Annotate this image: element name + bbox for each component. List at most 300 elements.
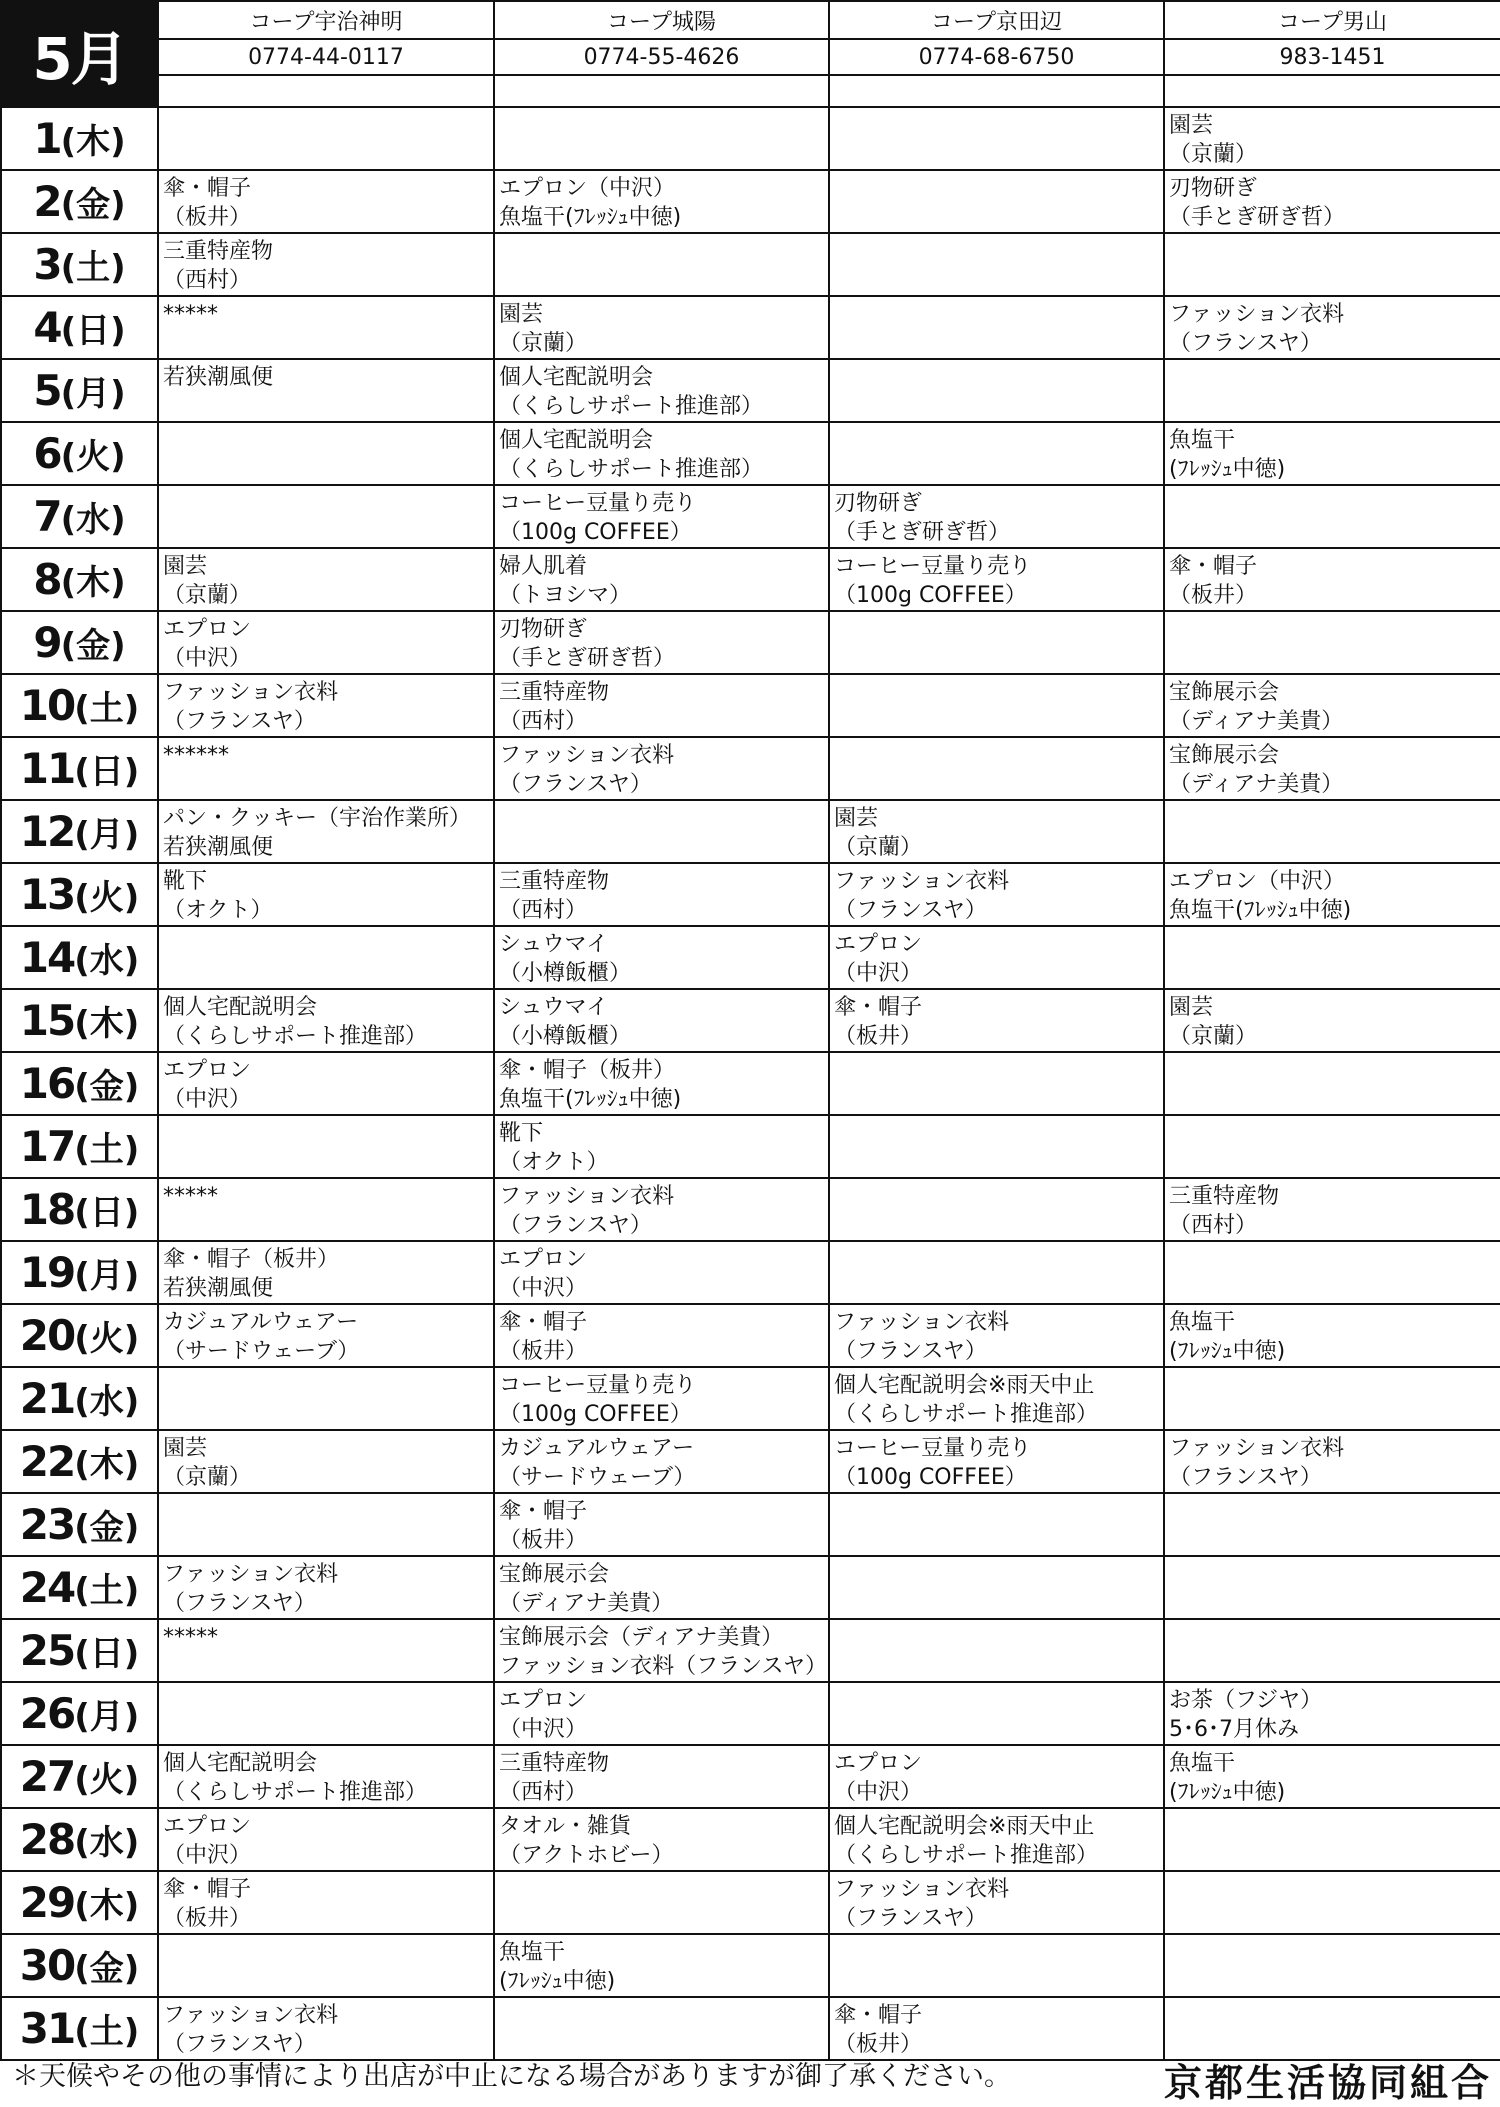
event-cell (494, 548, 829, 611)
event-line: 魚塩干 (1169, 428, 1236, 453)
event-line: （手とぎ研ぎ哲） (499, 646, 676, 671)
day-row (1, 800, 1500, 863)
event-cell (1164, 1808, 1500, 1871)
event-line: エプロン (163, 1058, 252, 1083)
event-cell (829, 1871, 1164, 1934)
event-cell (494, 1493, 829, 1556)
event-cell (494, 1556, 829, 1619)
event-line: 傘・帽子 (163, 1877, 252, 1902)
event-line: 魚塩干 (499, 1940, 566, 1965)
day-label (1, 485, 158, 548)
event-line: （くらしサポート推進部） (499, 457, 764, 482)
event-cell (494, 1367, 829, 1430)
day-number: 25 (19, 1626, 75, 1675)
day-label (1, 1871, 158, 1934)
weekday: (金) (60, 185, 126, 225)
weekday: (月) (74, 815, 140, 855)
event-line: (ﾌﾚｯｼｭ中徳) (1169, 1780, 1286, 1805)
day-label (1, 926, 158, 989)
event-line: 宝飾展示会 (499, 1562, 610, 1587)
event-line: エプロン (499, 1247, 588, 1272)
day-label (1, 1493, 158, 1556)
blank-header-row (1, 75, 1500, 107)
event-line: ファッション衣料（フランスヤ） (499, 1654, 828, 1679)
day-number: 8 (33, 555, 61, 604)
day-row (1, 1682, 1500, 1745)
event-cell (1164, 1997, 1500, 2060)
event-line: ファッション衣料 (1169, 1436, 1345, 1461)
event-cell (158, 1241, 494, 1304)
event-cell (158, 1808, 494, 1871)
event-cell (1164, 1871, 1500, 1934)
day-row (1, 1997, 1500, 2060)
day-row (1, 422, 1500, 485)
event-cell (158, 233, 494, 296)
day-label (1, 1619, 158, 1682)
weekday: (月) (74, 1697, 140, 1737)
day-row (1, 1556, 1500, 1619)
event-cell (158, 989, 494, 1052)
event-line: （中沢） (834, 1780, 923, 1805)
event-line: （西村） (163, 268, 252, 293)
day-row (1, 548, 1500, 611)
weekday: (土) (74, 1130, 140, 1170)
event-line: （くらしサポート推進部） (834, 1843, 1099, 1868)
weekday: (土) (74, 689, 140, 729)
day-number: 11 (19, 744, 75, 793)
day-row (1, 1241, 1500, 1304)
event-line: （100g COFFEE） (834, 1465, 1027, 1490)
event-cell (1164, 1178, 1500, 1241)
event-line: （手とぎ研ぎ哲） (1169, 205, 1346, 230)
day-row (1, 863, 1500, 926)
day-number: 31 (19, 2004, 75, 2053)
day-label (1, 1052, 158, 1115)
event-line: 園芸 (1169, 113, 1214, 138)
event-cell (494, 1682, 829, 1745)
event-line: （100g COFFEE） (499, 1402, 692, 1427)
day-row (1, 674, 1500, 737)
weekday: (水) (74, 941, 140, 981)
event-cell (494, 863, 829, 926)
event-line: 魚塩干(ﾌﾚｯｼｭ中徳) (499, 1087, 682, 1112)
event-line: （オクト） (163, 898, 273, 923)
day-label (1, 1367, 158, 1430)
event-cell (1164, 1430, 1500, 1493)
day-label (1, 1115, 158, 1178)
event-line: （フランスヤ） (834, 898, 987, 923)
event-cell (1164, 1934, 1500, 1997)
day-number: 13 (19, 870, 75, 919)
event-cell (494, 989, 829, 1052)
event-line: 個人宅配説明会 (499, 428, 654, 453)
event-cell (494, 1178, 829, 1241)
event-cell (494, 1052, 829, 1115)
day-number: 27 (19, 1752, 75, 1801)
event-cell (494, 170, 829, 233)
event-line: （西村） (1169, 1213, 1258, 1238)
event-cell (494, 359, 829, 422)
event-line: （サードウェーブ） (499, 1465, 696, 1490)
event-line: 靴下 (163, 869, 208, 894)
day-number: 22 (19, 1437, 75, 1486)
event-line: 個人宅配説明会 (499, 365, 654, 390)
event-cell (158, 1052, 494, 1115)
event-cell (829, 800, 1164, 863)
day-number: 21 (19, 1374, 75, 1423)
event-line: コーヒー豆量り売り (499, 1373, 697, 1398)
event-cell (158, 737, 494, 800)
day-label (1, 611, 158, 674)
event-line: 個人宅配説明会 (163, 1751, 318, 1776)
event-cell (158, 611, 494, 674)
blank-cell (494, 75, 829, 107)
event-line: 三重特産物 (499, 869, 610, 894)
event-line: 刃物研ぎ (499, 617, 588, 642)
store-name-row (1, 1, 1500, 39)
event-line: 傘・帽子 (499, 1310, 588, 1335)
event-line: エプロン (163, 617, 252, 642)
day-number: 2 (33, 177, 61, 226)
event-line: 魚塩干(ﾌﾚｯｼｭ中徳) (499, 205, 682, 230)
event-line: （板井） (163, 1906, 252, 1931)
day-label (1, 233, 158, 296)
event-line: 5･6･7月休み (1169, 1717, 1299, 1742)
day-label (1, 1430, 158, 1493)
day-label (1, 989, 158, 1052)
event-line: エプロン（中沢） (499, 176, 676, 201)
day-row (1, 1745, 1500, 1808)
day-label (1, 674, 158, 737)
day-number: 16 (19, 1059, 75, 1108)
event-cell (158, 170, 494, 233)
weekday: (土) (74, 1571, 140, 1611)
weekday: (水) (74, 1382, 140, 1422)
event-line: エプロン (834, 1751, 923, 1776)
event-cell (829, 1556, 1164, 1619)
day-row (1, 926, 1500, 989)
day-row (1, 485, 1500, 548)
day-row (1, 1367, 1500, 1430)
event-cell (829, 1682, 1164, 1745)
event-line: お茶（フジヤ） (1169, 1688, 1323, 1713)
day-number: 5 (33, 366, 61, 415)
event-line: （フランスヤ） (834, 1906, 987, 1931)
event-line: コーヒー豆量り売り (499, 491, 697, 516)
event-cell (1164, 485, 1500, 548)
event-line: （フランスヤ） (163, 2032, 316, 2057)
event-line: （西村） (499, 898, 588, 923)
event-cell (158, 1304, 494, 1367)
store-name: コープ城陽 (494, 1, 829, 39)
event-line: 園芸 (834, 806, 879, 831)
event-cell (1164, 170, 1500, 233)
event-cell (829, 170, 1164, 233)
event-cell (829, 233, 1164, 296)
day-label (1, 800, 158, 863)
event-cell (494, 1808, 829, 1871)
day-row (1, 989, 1500, 1052)
event-line: ファッション衣料 (834, 869, 1010, 894)
event-line: （京蘭） (499, 331, 588, 356)
event-cell (1164, 1241, 1500, 1304)
event-line: ファッション衣料 (834, 1877, 1010, 1902)
weekday: (水) (74, 1823, 140, 1863)
day-row (1, 1052, 1500, 1115)
event-line: （京蘭） (163, 1465, 252, 1490)
event-cell (494, 485, 829, 548)
event-line: （くらしサポート推進部） (834, 1402, 1099, 1427)
event-line: （中沢） (163, 1087, 252, 1112)
day-number: 17 (19, 1122, 75, 1171)
event-line: （100g COFFEE） (834, 583, 1027, 608)
event-cell (158, 674, 494, 737)
event-line: （中沢） (163, 1843, 252, 1868)
weekday: (土) (60, 248, 126, 288)
blank-cell (829, 75, 1164, 107)
event-cell (494, 1745, 829, 1808)
event-line: （小樽飯櫃） (499, 1024, 632, 1049)
event-cell (158, 1493, 494, 1556)
event-line: 傘・帽子（板井） (163, 1247, 340, 1272)
event-line: ファッション衣料 (499, 743, 675, 768)
event-cell (829, 926, 1164, 989)
event-line: （中沢） (163, 646, 252, 671)
event-line: 園芸 (1169, 995, 1214, 1020)
event-line: ファッション衣料 (834, 1310, 1010, 1335)
event-line: （フランスヤ） (163, 709, 316, 734)
day-number: 18 (19, 1185, 75, 1234)
event-line: ファッション衣料 (163, 2003, 339, 2028)
day-number: 24 (19, 1563, 75, 1612)
event-line: （フランスヤ） (1169, 1465, 1322, 1490)
event-line: （ディアナ美貴） (1169, 709, 1344, 734)
event-cell (1164, 422, 1500, 485)
event-cell (1164, 1052, 1500, 1115)
event-cell (1164, 548, 1500, 611)
day-label (1, 1745, 158, 1808)
blank-cell (1164, 75, 1500, 107)
event-cell (158, 800, 494, 863)
event-line: （板井） (1169, 583, 1258, 608)
store-name: コープ京田辺 (829, 1, 1164, 39)
event-line: （サードウェーブ） (163, 1339, 360, 1364)
day-number: 23 (19, 1500, 75, 1549)
day-row (1, 359, 1500, 422)
day-row (1, 1304, 1500, 1367)
event-cell (829, 1304, 1164, 1367)
event-line: (ﾌﾚｯｼｭ中徳) (1169, 1339, 1286, 1364)
event-cell (829, 1241, 1164, 1304)
day-label (1, 737, 158, 800)
event-line: カジュアルウェアー (499, 1436, 695, 1461)
event-cell (829, 674, 1164, 737)
day-label (1, 863, 158, 926)
event-cell (1164, 926, 1500, 989)
event-line: ***** (163, 1625, 218, 1650)
event-cell (829, 296, 1164, 359)
event-cell (829, 1115, 1164, 1178)
day-number: 14 (19, 933, 75, 982)
event-line: 傘・帽子 (834, 2003, 923, 2028)
day-number: 4 (33, 303, 61, 352)
event-cell (829, 1367, 1164, 1430)
event-cell (494, 1619, 829, 1682)
event-line: パン・クッキー（宇治作業所） (163, 806, 472, 831)
weekday: (木) (60, 122, 126, 162)
event-line: （板井） (499, 1528, 588, 1553)
event-line: （小樽飯櫃） (499, 961, 632, 986)
footnote: ＊天候やその他の事情により出店が中止になる場合がありますが御了承ください。 (12, 2061, 1011, 2092)
event-line: （オクト） (499, 1150, 609, 1175)
weekday: (火) (60, 437, 126, 477)
event-cell (829, 1493, 1164, 1556)
store-phone: 0774-55-4626 (494, 39, 829, 75)
event-cell (494, 1241, 829, 1304)
event-line: シュウマイ (499, 932, 609, 957)
day-label (1, 107, 158, 170)
event-cell (1164, 1367, 1500, 1430)
day-number: 3 (33, 240, 61, 289)
day-row (1, 1493, 1500, 1556)
event-line: (ﾌﾚｯｼｭ中徳) (499, 1969, 616, 1994)
store-name: コープ男山 (1164, 1, 1500, 39)
event-cell (494, 1115, 829, 1178)
event-line: 宝飾展示会 (1169, 743, 1280, 768)
weekday: (金) (74, 1508, 140, 1548)
day-row (1, 1808, 1500, 1871)
event-line: ファッション衣料 (163, 1562, 339, 1587)
event-cell (1164, 1493, 1500, 1556)
event-cell (829, 863, 1164, 926)
event-cell (829, 1178, 1164, 1241)
event-cell (829, 611, 1164, 674)
event-cell (494, 1934, 829, 1997)
event-cell (1164, 1556, 1500, 1619)
event-line: （アクトホビー） (499, 1843, 674, 1868)
event-line: 若狭潮風便 (163, 365, 274, 390)
day-row (1, 1178, 1500, 1241)
event-line: 若狭潮風便 (163, 1276, 274, 1301)
event-cell (1164, 800, 1500, 863)
event-line: 園芸 (499, 302, 544, 327)
event-line: エプロン (499, 1688, 588, 1713)
day-row (1, 737, 1500, 800)
event-cell (494, 1997, 829, 2060)
event-line: 園芸 (163, 554, 208, 579)
event-line: ***** (163, 302, 218, 327)
event-line: （西村） (499, 1780, 588, 1805)
event-line: （中沢） (499, 1717, 588, 1742)
store-phone-row (1, 39, 1500, 75)
event-line: ファッション衣料 (1169, 302, 1345, 327)
day-number: 6 (33, 429, 61, 478)
event-line: 傘・帽子（板井） (499, 1058, 676, 1083)
event-line: （くらしサポート推進部） (163, 1780, 428, 1805)
event-line: （トヨシマ） (499, 583, 632, 608)
event-cell (1164, 1304, 1500, 1367)
day-label (1, 170, 158, 233)
event-line: （中沢） (834, 961, 923, 986)
weekday: (木) (74, 1886, 140, 1926)
day-number: 12 (19, 807, 75, 856)
event-cell (1164, 863, 1500, 926)
event-cell (494, 926, 829, 989)
weekday: (日) (60, 311, 126, 351)
event-line: 傘・帽子 (1169, 554, 1258, 579)
event-line: 三重特産物 (163, 239, 274, 264)
event-cell (158, 548, 494, 611)
event-cell (829, 737, 1164, 800)
day-label (1, 1304, 158, 1367)
event-line: （くらしサポート推進部） (499, 394, 764, 419)
event-line: カジュアルウェアー (163, 1310, 359, 1335)
day-number: 28 (19, 1815, 75, 1864)
weekday: (金) (74, 1067, 140, 1107)
event-cell (158, 926, 494, 989)
event-line: ファッション衣料 (163, 680, 339, 705)
event-line: 三重特産物 (499, 1751, 610, 1776)
event-cell (1164, 1682, 1500, 1745)
event-line: （京蘭） (834, 835, 923, 860)
event-cell (158, 1871, 494, 1934)
event-cell (158, 1934, 494, 1997)
event-line: （京蘭） (1169, 1024, 1258, 1049)
event-cell (829, 1745, 1164, 1808)
event-cell (829, 1808, 1164, 1871)
day-number: 30 (19, 1941, 75, 1990)
event-cell (158, 359, 494, 422)
day-label (1, 359, 158, 422)
weekday: (土) (74, 2012, 140, 2052)
event-cell (829, 422, 1164, 485)
event-line: （ディアナ美貴） (1169, 772, 1344, 797)
blank-cell (158, 75, 494, 107)
event-line: 三重特産物 (499, 680, 610, 705)
event-cell (158, 1997, 494, 2060)
event-line: （くらしサポート推進部） (163, 1024, 428, 1049)
event-cell (1164, 611, 1500, 674)
event-line: （中沢） (499, 1276, 588, 1301)
event-cell (158, 1178, 494, 1241)
event-line: タオル・雑貨 (499, 1814, 632, 1839)
event-cell (829, 989, 1164, 1052)
day-row (1, 107, 1500, 170)
event-cell (1164, 296, 1500, 359)
event-line: (ﾌﾚｯｼｭ中徳) (1169, 457, 1286, 482)
event-line: 靴下 (499, 1121, 544, 1146)
event-line: （100g COFFEE） (499, 520, 692, 545)
day-label (1, 296, 158, 359)
weekday: (水) (60, 500, 126, 540)
weekday: (木) (60, 563, 126, 603)
store-phone: 983-1451 (1164, 39, 1500, 75)
event-line: エプロン（中沢） (1169, 869, 1346, 894)
event-line: （板井） (163, 205, 252, 230)
event-line: 宝飾展示会 (1169, 680, 1280, 705)
event-cell (494, 737, 829, 800)
event-line: コーヒー豆量り売り (834, 1436, 1032, 1461)
day-label (1, 1808, 158, 1871)
weekday: (火) (74, 1760, 140, 1800)
day-number: 9 (33, 618, 61, 667)
weekday: (金) (60, 626, 126, 666)
day-number: 26 (19, 1689, 75, 1738)
weekday: (月) (60, 374, 126, 414)
event-line: 傘・帽子 (163, 176, 252, 201)
event-cell (158, 107, 494, 170)
event-cell (158, 1430, 494, 1493)
